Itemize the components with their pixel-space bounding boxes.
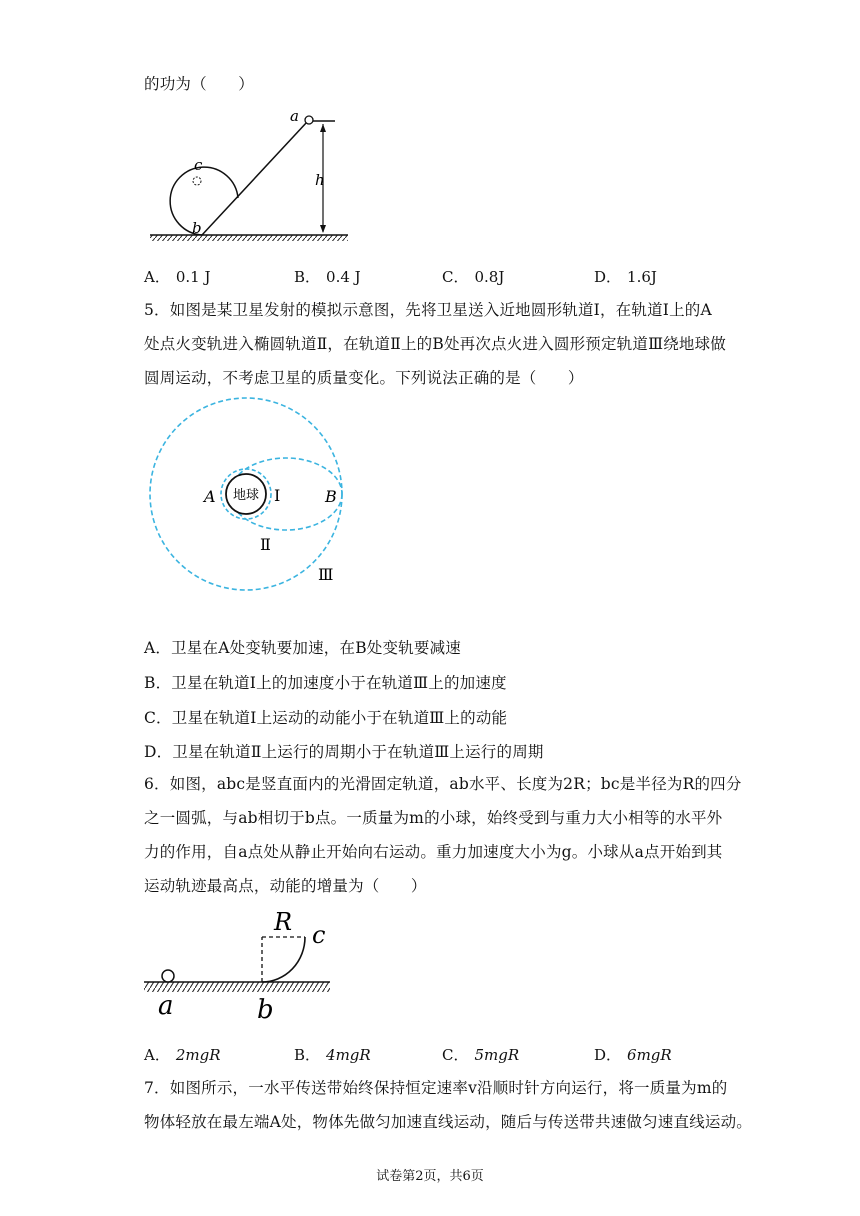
q6-stem-line-4: 运动轨迹最高点，动能的增量为（ ）	[144, 877, 427, 895]
q6-ball	[162, 970, 174, 982]
q5-option-d[interactable]: D．卫星在轨道Ⅱ上运行的周期小于在轨道Ⅲ上运行的周期	[144, 743, 544, 761]
q6-option-d[interactable]: D． 6mgR	[594, 1046, 672, 1064]
q6-arc-bc	[262, 937, 305, 982]
q4-label-b: b	[192, 219, 202, 237]
q4-ball-ghost	[193, 177, 201, 185]
q4-label-h: h	[315, 171, 325, 189]
q4-text-tail: 的功为（ ）	[144, 75, 254, 93]
orbit-iii-label: Ⅲ	[318, 565, 334, 584]
q5-stem-line-3: 圆周运动，不考虑卫星的质量变化。下列说法正确的是（ ）	[144, 369, 584, 387]
q6-track-figure	[140, 900, 370, 1028]
q6-label-c: c	[312, 921, 326, 949]
point-b-label: B	[325, 487, 337, 506]
q6-label-r: R	[274, 908, 293, 936]
orbit-i-label: Ⅰ	[274, 486, 281, 505]
q6-option-a[interactable]: A． 2mgR	[144, 1046, 221, 1064]
q6-label-b: b	[257, 995, 274, 1025]
q6-stem-line-3: 力的作用，自a点处从静止开始向右运动。重力加速度大小为g。小球从a点开始到其	[144, 843, 723, 861]
q4-option-a[interactable]: A． 0.1 J	[144, 268, 211, 286]
q6-option-b[interactable]: B． 4mgR	[294, 1046, 371, 1064]
q4-option-b[interactable]: B． 0.4 J	[294, 268, 361, 286]
earth-label: 地球	[232, 488, 260, 503]
q5-stem-line-2: 处点火变轨进入椭圆轨道Ⅱ，在轨道Ⅱ上的B处再次点火进入圆形预定轨道Ⅲ绕地球做	[144, 335, 727, 353]
q4-option-d[interactable]: D． 1.6J	[594, 268, 657, 286]
q5-orbit-figure	[140, 394, 370, 594]
q6-stem-line-1: 6．如图，abc是竖直面内的光滑固定轨道，ab水平、长度为2R；bc是半径为R的四分	[144, 775, 742, 793]
q4-loop-track	[170, 167, 238, 235]
q4-figure	[140, 100, 360, 250]
q4-ball	[305, 116, 313, 124]
q4-label-c: c	[194, 156, 203, 174]
q4-option-c[interactable]: C． 0.8J	[442, 268, 505, 286]
q5-option-a[interactable]: A．卫星在A处变轨要加速，在B处变轨要减速	[144, 639, 461, 657]
q4-arrowhead-up	[320, 124, 326, 132]
q5-option-c[interactable]: C．卫星在轨道Ⅰ上运动的动能小于在轨道Ⅲ上的动能	[144, 709, 508, 727]
q7-stem-line-1: 7．如图所示，一水平传送带始终保持恒定速率v沿顺时针方向运行，将一质量为m的	[144, 1079, 728, 1097]
q4-arrowhead-down	[320, 225, 326, 233]
point-a-label: A	[204, 487, 216, 506]
page-footer: 试卷第2页，共6页	[376, 1169, 484, 1184]
q4-label-a: a	[290, 107, 299, 125]
q5-option-b[interactable]: B．卫星在轨道Ⅰ上的加速度小于在轨道Ⅲ上的加速度	[144, 674, 507, 692]
q4-ground-hatch	[150, 235, 348, 241]
q7-stem-line-2: 物体轻放在最左端A处，物体先做匀加速直线运动，随后与传送带共速做匀速直线运动。	[144, 1113, 752, 1131]
orbit-ii-label: Ⅱ	[260, 535, 271, 554]
q6-option-c[interactable]: C． 5mgR	[442, 1046, 520, 1064]
q5-stem-line-1: 5．如图是某卫星发射的模拟示意图，先将卫星送入近地圆形轨道Ⅰ，在轨道Ⅰ上的A	[144, 301, 712, 319]
q6-label-a: a	[158, 991, 174, 1021]
q4-incline	[202, 122, 307, 235]
q6-stem-line-2: 之一圆弧，与ab相切于b点。一质量为m的小球，始终受到与重力大小相等的水平外	[144, 809, 723, 827]
